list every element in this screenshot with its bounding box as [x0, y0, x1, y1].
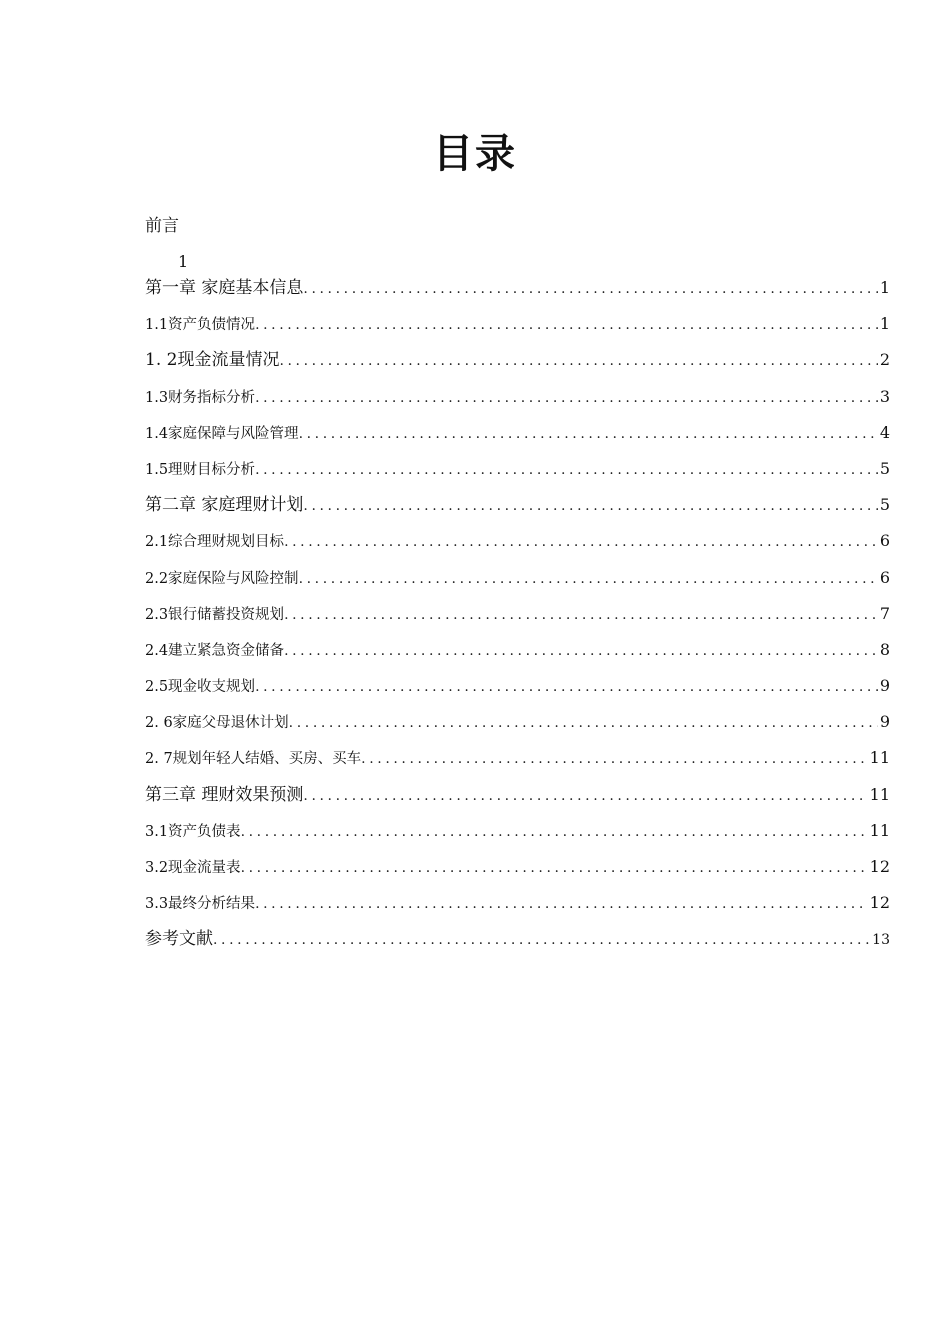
toc-entry[interactable]	[145, 601, 890, 637]
toc-entry-page-number: 12	[869, 857, 890, 876]
toc-entry[interactable]	[145, 311, 890, 347]
toc-entry[interactable]	[145, 492, 890, 528]
toc-entry-page-number: 9	[879, 676, 890, 696]
toc-entry-label: 2.3银行储蓄投资规划	[145, 606, 285, 623]
toc-entry[interactable]	[145, 818, 890, 854]
toc-entry-label: 2. 7规划年轻人结婚、买房、买车	[145, 751, 362, 768]
toc-entry[interactable]	[145, 565, 890, 601]
toc-entry[interactable]	[145, 347, 890, 383]
toc-entry-page-number: 8	[879, 639, 890, 659]
toc-entry-page-number: 11	[869, 748, 890, 768]
toc-entry-label: 2.4建立紧急资金储备	[145, 642, 285, 659]
toc-entry[interactable]	[145, 384, 890, 420]
toc-entry-page-number: 5	[879, 458, 890, 478]
toc-entry-label: 3.3最终分析结果	[145, 896, 256, 913]
toc-leader-dots	[255, 457, 878, 483]
toc-entry-label: 3.2现金流量表	[145, 860, 241, 876]
toc-entry[interactable]	[145, 926, 890, 962]
toc-entry-label: 2.5现金收支规划	[145, 679, 256, 696]
toc-leader-dots	[241, 855, 868, 881]
preface-page-number: 1	[178, 252, 189, 271]
toc-leader-dots	[284, 602, 878, 628]
toc-entry[interactable]	[145, 854, 890, 890]
toc-entry-page-number: 9	[879, 712, 890, 732]
toc-entry-label: 1. 2现金流量情况	[145, 350, 280, 371]
toc-leader-dots	[284, 529, 878, 555]
toc-entry-page-number: 1	[879, 278, 890, 297]
toc-entry[interactable]	[145, 420, 890, 456]
toc-leader-dots	[299, 421, 878, 447]
toc-leader-dots	[284, 638, 878, 664]
toc-leader-dots	[279, 348, 877, 374]
toc-leader-dots	[289, 710, 878, 736]
toc-entry-label: 1.4家庭保障与风险管理	[145, 425, 299, 442]
toc-entry-page-number: 3	[879, 386, 890, 406]
toc-entry-page-number: 2	[879, 350, 890, 370]
toc-entry-label: 1.5理财目标分析	[145, 461, 256, 478]
toc-entry[interactable]	[145, 275, 890, 311]
toc-leader-dots	[241, 819, 868, 845]
toc-entry[interactable]	[145, 456, 890, 492]
toc-entry-page-number: 11	[869, 820, 890, 840]
page-title: 目录	[433, 131, 517, 177]
toc-entry-page-number: 4	[879, 422, 890, 442]
table-of-contents	[145, 275, 890, 963]
toc-entry-label: 参考文献	[145, 929, 213, 950]
toc-entry-page-number: 6	[879, 531, 890, 551]
toc-entry-label: 第二章 家庭理财计划	[145, 495, 304, 516]
toc-leader-dots	[361, 746, 867, 772]
toc-leader-dots	[255, 674, 878, 700]
toc-entry-label: 第一章 家庭基本信息	[145, 278, 304, 298]
toc-entry-label: 2.1综合理财规划目标	[145, 534, 285, 551]
toc-entry-page-number: 13	[872, 932, 890, 949]
toc-leader-dots	[213, 927, 870, 953]
toc-entry-label: 2. 6家庭父母退休计划	[145, 715, 289, 732]
toc-entry[interactable]	[145, 673, 890, 709]
toc-entry-label: 3.1资产负债表	[145, 823, 241, 840]
toc-entry[interactable]	[145, 709, 890, 745]
toc-entry-page-number: 1	[879, 314, 890, 334]
toc-entry[interactable]	[145, 782, 890, 818]
toc-entry-label: 1.3财务指标分析	[145, 389, 256, 406]
toc-entry-label: 第三章 理财效果预测	[145, 784, 304, 805]
toc-entry[interactable]	[145, 528, 890, 564]
preface-label: 前言	[145, 216, 179, 236]
toc-leader-dots	[299, 566, 878, 592]
toc-entry[interactable]	[145, 637, 890, 673]
toc-entry-page-number: 7	[879, 603, 890, 623]
toc-leader-dots	[255, 312, 878, 338]
toc-entry-label: 2.2家庭保险与风险控制	[145, 570, 299, 587]
toc-entry-page-number: 11	[869, 784, 890, 804]
toc-entry-page-number: 6	[879, 567, 890, 587]
toc-entry[interactable]	[145, 745, 890, 781]
toc-entry-label: 1.1资产负债情况	[145, 317, 256, 334]
toc-entry-page-number: 12	[869, 893, 890, 913]
toc-entry[interactable]	[145, 890, 890, 926]
toc-entry-page-number: 5	[879, 495, 890, 515]
toc-leader-dots	[255, 891, 868, 917]
toc-leader-dots	[303, 276, 877, 302]
toc-leader-dots	[303, 783, 867, 809]
toc-leader-dots	[303, 493, 877, 519]
toc-leader-dots	[255, 385, 878, 411]
